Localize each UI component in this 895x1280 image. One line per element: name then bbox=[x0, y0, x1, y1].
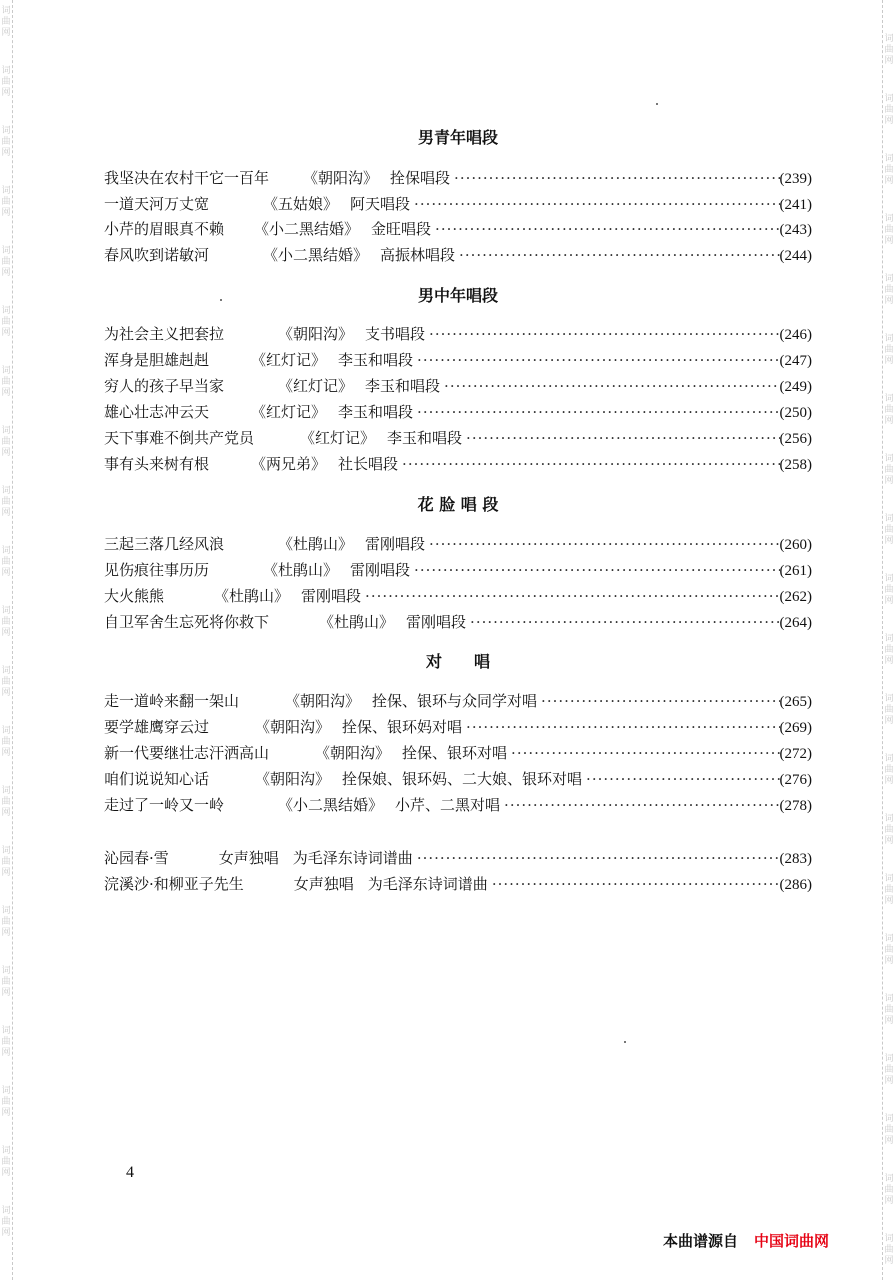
dot-leader bbox=[413, 401, 779, 423]
dot-leader bbox=[413, 847, 780, 869]
entry-page-number: (269) bbox=[779, 720, 812, 736]
entry-source: 《两兄弟》 bbox=[251, 455, 327, 473]
entry-description: 拴保、银环妈对唱 bbox=[342, 718, 463, 736]
watermark-text: 词 曲 网 bbox=[884, 994, 894, 1026]
toc-entry bbox=[104, 768, 812, 790]
entry-description: 拴保唱段 bbox=[390, 169, 451, 187]
entry-page-number: (264) bbox=[779, 615, 812, 631]
entry-source: 《小二黑结婚》 bbox=[278, 796, 384, 814]
dot-leader bbox=[462, 716, 779, 738]
watermark-text: 词 曲 网 bbox=[1, 966, 11, 998]
entry-title: 走过了一岭又一岭 bbox=[104, 796, 225, 814]
watermark-text: 词 曲 网 bbox=[1, 306, 11, 338]
entry-source: 《朝阳沟》 bbox=[303, 169, 379, 187]
entry-description: 李玉和唱段 bbox=[338, 403, 414, 421]
entry-page-number: (239) bbox=[779, 171, 812, 187]
entry-description: 高振林唱段 bbox=[380, 246, 456, 264]
dot-leader bbox=[582, 768, 779, 790]
toc-entry bbox=[104, 585, 812, 607]
watermark-text: 词 曲 网 bbox=[884, 1174, 894, 1206]
scan-speck bbox=[656, 103, 658, 105]
toc-entry bbox=[104, 611, 812, 633]
entry-description: 拴保、银环与众同学对唱 bbox=[372, 692, 538, 710]
entry-source: 《红灯记》 bbox=[251, 403, 327, 421]
dot-leader bbox=[361, 585, 779, 607]
entry-page-number: (276) bbox=[779, 772, 812, 788]
watermark-text: 词 曲 网 bbox=[884, 454, 894, 486]
entry-title: 见伤痕往事历历 bbox=[104, 561, 210, 579]
entry-source: 《红灯记》 bbox=[300, 429, 376, 447]
entry-title: 小芹的眉眼真不赖 bbox=[104, 220, 225, 238]
watermark-text: 词 曲 网 bbox=[1, 246, 11, 278]
dot-leader bbox=[410, 193, 779, 215]
entry-title: 要学雄鹰穿云过 bbox=[104, 718, 210, 736]
entry-source: 《五姑娘》 bbox=[263, 195, 339, 213]
toc-entry bbox=[104, 375, 812, 397]
entry-description: 雷刚唱段 bbox=[406, 613, 467, 631]
toc-entry bbox=[104, 193, 812, 215]
watermark-text: 词 曲 网 bbox=[884, 214, 894, 246]
watermark-text: 词 曲 网 bbox=[884, 154, 894, 186]
source-credit-prefix: 本曲谱源自 bbox=[663, 1232, 739, 1250]
entry-title: 大火熊熊 bbox=[104, 587, 165, 605]
site-brand-link[interactable]: 中国词曲网 bbox=[754, 1232, 830, 1250]
watermark-text: 词 曲 网 bbox=[1, 1206, 11, 1238]
dot-leader bbox=[488, 873, 780, 895]
dot-leader bbox=[425, 323, 779, 345]
entry-source: 《红灯记》 bbox=[251, 351, 327, 369]
entry-page-number: (256) bbox=[779, 431, 812, 447]
entry-source: 《朝阳沟》 bbox=[285, 692, 361, 710]
section-heading: 男中年唱段 bbox=[417, 286, 498, 305]
entry-description: 雷刚唱段 bbox=[365, 535, 426, 553]
dot-leader bbox=[466, 611, 779, 633]
entry-title: 为社会主义把套拉 bbox=[104, 325, 225, 343]
entry-source: 《杜鹃山》 bbox=[214, 587, 290, 605]
watermark-text: 词 曲 网 bbox=[884, 814, 894, 846]
entry-title: 沁园春·雪 bbox=[104, 849, 169, 867]
watermark-text: 词 曲 网 bbox=[884, 1054, 894, 1086]
watermark-text: 词 曲 网 bbox=[1, 126, 11, 158]
entry-page-number: (286) bbox=[779, 877, 812, 893]
entry-description: 金旺唱段 bbox=[371, 220, 432, 238]
dot-leader bbox=[398, 453, 779, 475]
toc-entry bbox=[104, 847, 812, 869]
toc-entry bbox=[104, 533, 812, 555]
toc-entry bbox=[104, 453, 812, 475]
watermark-text: 词 曲 网 bbox=[884, 1234, 894, 1266]
toc-entry bbox=[104, 401, 812, 423]
dot-leader bbox=[537, 690, 779, 712]
entry-page-number: (260) bbox=[779, 537, 812, 553]
entry-source: 《小二黑结婚》 bbox=[254, 220, 360, 238]
watermark-text: 词 曲 网 bbox=[1, 6, 11, 38]
entry-source: 《杜鹃山》 bbox=[319, 613, 395, 631]
watermark-text: 词 曲 网 bbox=[1, 1026, 11, 1058]
watermark-text: 词 曲 网 bbox=[1, 666, 11, 698]
entry-page-number: (258) bbox=[779, 457, 812, 473]
watermark-text: 词 曲 网 bbox=[1, 366, 11, 398]
dot-leader bbox=[455, 244, 779, 266]
scan-speck bbox=[624, 1041, 626, 1043]
entry-description: 为毛泽东诗词谱曲 bbox=[292, 849, 413, 867]
entry-source: 女声独唱 bbox=[293, 875, 354, 893]
toc-entry bbox=[104, 167, 812, 189]
dot-leader bbox=[425, 533, 779, 555]
watermark-text: 词 曲 网 bbox=[884, 754, 894, 786]
entry-source: 《杜鹃山》 bbox=[263, 561, 339, 579]
entry-source: 《朝阳沟》 bbox=[255, 718, 331, 736]
entry-title: 自卫军舍生忘死将你救下 bbox=[104, 613, 270, 631]
toc-entry bbox=[104, 716, 812, 738]
dot-leader bbox=[410, 559, 779, 581]
toc-entry bbox=[104, 794, 812, 816]
watermark-text: 词 曲 网 bbox=[884, 94, 894, 126]
toc-entry bbox=[104, 873, 812, 895]
watermark-text: 词 曲 网 bbox=[884, 514, 894, 546]
watermark-text: 词 曲 网 bbox=[1, 486, 11, 518]
entry-page-number: (244) bbox=[779, 248, 812, 264]
entry-description: 雷刚唱段 bbox=[350, 561, 411, 579]
entry-description: 小芹、二黑对唱 bbox=[395, 796, 501, 814]
watermark-text: 词 曲 网 bbox=[1, 786, 11, 818]
watermark-text: 词 曲 网 bbox=[884, 934, 894, 966]
toc-entry bbox=[104, 559, 812, 581]
entry-page-number: (283) bbox=[779, 851, 812, 867]
entry-description: 拴保、银环对唱 bbox=[402, 744, 508, 762]
entry-page-number: (247) bbox=[779, 353, 812, 369]
watermark-text: 词 曲 网 bbox=[1, 66, 11, 98]
dot-leader bbox=[507, 742, 779, 764]
source-credit bbox=[663, 1230, 829, 1251]
watermark-text: 词 曲 网 bbox=[1, 186, 11, 218]
dot-leader bbox=[450, 167, 779, 189]
toc-entry bbox=[104, 349, 812, 371]
toc-entry bbox=[104, 244, 812, 266]
scan-speck bbox=[220, 299, 222, 301]
entry-title: 天下事难不倒共产党员 bbox=[104, 429, 255, 447]
entry-title: 三起三落几经风浪 bbox=[104, 535, 225, 553]
watermark-text: 词 曲 网 bbox=[884, 874, 894, 906]
entry-description: 社长唱段 bbox=[338, 455, 399, 473]
entry-page-number: (272) bbox=[779, 746, 812, 762]
dot-leader bbox=[500, 794, 779, 816]
toc-entry bbox=[104, 690, 812, 712]
entry-title: 一道天河万丈宽 bbox=[104, 195, 210, 213]
watermark-text: 词 曲 网 bbox=[1, 1086, 11, 1118]
entry-description: 雷刚唱段 bbox=[301, 587, 362, 605]
dot-leader bbox=[462, 427, 779, 449]
entry-page-number: (265) bbox=[779, 694, 812, 710]
entry-page-number: (246) bbox=[779, 327, 812, 343]
dot-leader bbox=[431, 218, 779, 240]
entry-description: 李玉和唱段 bbox=[365, 377, 441, 395]
entry-page-number: (250) bbox=[779, 405, 812, 421]
page-number: 4 bbox=[126, 1164, 134, 1181]
entry-title: 事有头来树有根 bbox=[104, 455, 210, 473]
entry-description: 拴保娘、银环妈、二大娘、银环对唱 bbox=[342, 770, 583, 788]
watermark-text: 词 曲 网 bbox=[884, 274, 894, 306]
entry-page-number: (249) bbox=[779, 379, 812, 395]
section-heading: 男青年唱段 bbox=[417, 128, 498, 147]
section-heading: 花 脸 唱 段 bbox=[417, 495, 499, 514]
entry-title: 春风吹到诺敏河 bbox=[104, 246, 210, 264]
watermark-text: 词 曲 网 bbox=[884, 574, 894, 606]
entry-title: 浣溪沙·和柳亚子先生 bbox=[104, 875, 244, 893]
toc-entry bbox=[104, 323, 812, 345]
entry-source: 女声独唱 bbox=[218, 849, 279, 867]
entry-description: 支书唱段 bbox=[365, 325, 426, 343]
watermark-text: 词 曲 网 bbox=[1, 606, 11, 638]
entry-description: 为毛泽东诗词谱曲 bbox=[367, 875, 488, 893]
entry-page-number: (262) bbox=[779, 589, 812, 605]
watermark-text: 词 曲 网 bbox=[1, 1146, 11, 1178]
watermark-text: 词 曲 网 bbox=[884, 34, 894, 66]
toc-entry bbox=[104, 218, 812, 240]
section-heading: 对 唱 bbox=[425, 652, 490, 671]
entry-description: 阿天唱段 bbox=[350, 195, 411, 213]
watermark-text: 词 曲 网 bbox=[884, 394, 894, 426]
watermark-text: 词 曲 网 bbox=[1, 546, 11, 578]
watermark-text: 词 曲 网 bbox=[1, 426, 11, 458]
entry-title: 新一代要继壮志汗洒高山 bbox=[104, 744, 270, 762]
entry-page-number: (261) bbox=[779, 563, 812, 579]
entry-source: 《朝阳沟》 bbox=[255, 770, 331, 788]
watermark-text: 词 曲 网 bbox=[884, 694, 894, 726]
toc-entry bbox=[104, 427, 812, 449]
toc-entry bbox=[104, 742, 812, 764]
entry-title: 雄心壮志冲云天 bbox=[104, 403, 210, 421]
watermark-text: 词 曲 网 bbox=[1, 906, 11, 938]
entry-title: 浑身是胆雄赳赳 bbox=[104, 351, 210, 369]
entry-source: 《朝阳沟》 bbox=[315, 744, 391, 762]
entry-description: 李玉和唱段 bbox=[338, 351, 414, 369]
entry-page-number: (241) bbox=[779, 197, 812, 213]
entry-title: 咱们说说知心话 bbox=[104, 770, 210, 788]
entry-page-number: (278) bbox=[779, 798, 812, 814]
watermark-text: 词 曲 网 bbox=[884, 334, 894, 366]
watermark-text: 词 曲 网 bbox=[884, 634, 894, 666]
entry-description: 李玉和唱段 bbox=[387, 429, 463, 447]
watermark-text: 词 曲 网 bbox=[884, 1114, 894, 1146]
entry-page-number: (243) bbox=[779, 222, 812, 238]
entry-source: 《杜鹃山》 bbox=[278, 535, 354, 553]
entry-source: 《小二黑结婚》 bbox=[263, 246, 369, 264]
dot-leader bbox=[413, 349, 779, 371]
entry-title: 走一道岭来翻一架山 bbox=[104, 692, 240, 710]
entry-source: 《朝阳沟》 bbox=[278, 325, 354, 343]
watermark-text: 词 曲 网 bbox=[1, 726, 11, 758]
entry-title: 我坚决在农村干它一百年 bbox=[104, 169, 270, 187]
watermark-text: 词 曲 网 bbox=[1, 846, 11, 878]
entry-source: 《红灯记》 bbox=[278, 377, 354, 395]
entry-title: 穷人的孩子早当家 bbox=[104, 377, 225, 395]
dot-leader bbox=[440, 375, 779, 397]
